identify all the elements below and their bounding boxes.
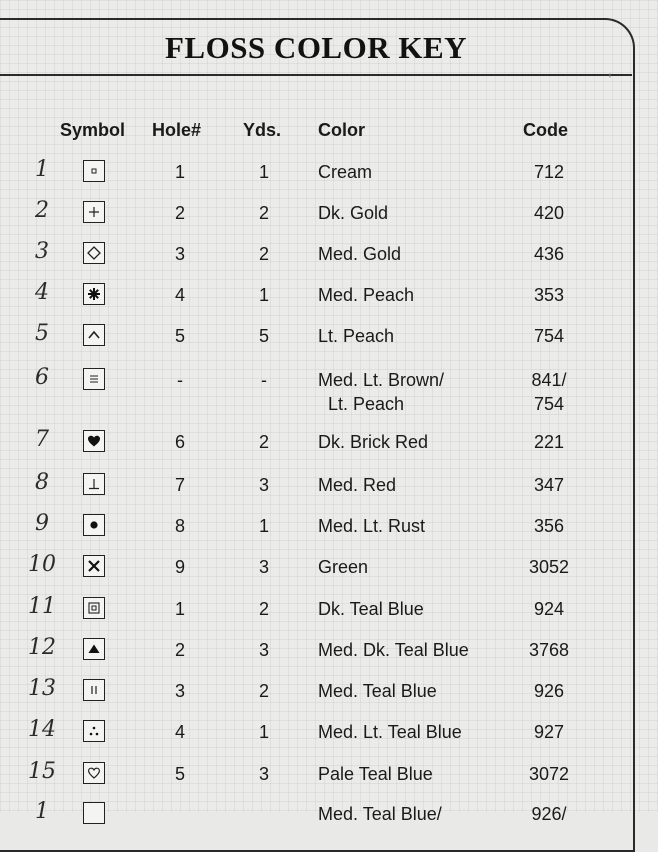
square-in-square-icon [83,597,105,619]
hole-number: 2 [174,203,185,223]
yards: 3 [258,640,269,660]
hole-number: 2 [174,640,185,660]
hole-number: 4 [174,722,185,742]
color-name: Lt. Peach [318,326,395,346]
handwritten-row-number: 7 [35,427,49,452]
handwritten-row-number: 15 [28,759,56,784]
diamond-outline-icon [83,242,105,264]
color-name: Med. Lt. Rust [318,516,426,536]
hole-number: 1 [174,599,185,619]
table-row [0,676,632,715]
hole-number: 6 [174,432,185,452]
floss-code: 356 [533,516,565,536]
hole-number: 4 [174,285,185,305]
header-code: Code [523,120,568,140]
table-row [0,759,632,798]
table-row [0,365,632,414]
yards: 1 [258,516,269,536]
color-name: Med. Lt. Teal Blue [318,722,462,742]
floss-code: 347 [533,475,565,495]
color-name: Med. Teal Blue/ [318,804,442,824]
hole-number: 7 [174,475,185,495]
handwritten-row-number: 1 [35,799,49,824]
floss-code: 712 [533,162,565,182]
table-row [0,799,632,838]
triple-bar-icon [83,368,105,390]
floss-code-line2: 754 [533,394,565,414]
color-name: Dk. Teal Blue [318,599,424,619]
asterisk-icon [83,283,105,305]
table-row [0,280,632,319]
handwritten-row-number: 4 [35,280,49,305]
handwritten-row-number: 2 [35,198,49,223]
handwritten-row-number: 13 [28,676,56,701]
yards: 1 [258,162,269,182]
handwritten-row-number: 3 [35,239,49,264]
hole-number: - [177,370,183,390]
header-hole: Hole# [152,120,202,140]
hole-number: 9 [174,557,185,577]
header-yds: Yds. [243,120,282,140]
hole-number: 3 [174,244,185,264]
table-row [0,511,632,550]
double-bar-icon [83,679,105,701]
yards: 3 [258,557,269,577]
color-name-line2: Lt. Peach [328,394,405,414]
handwritten-row-number: 6 [35,365,49,390]
hole-number: 1 [174,162,185,182]
hole-number: 5 [174,326,185,346]
table-row [0,427,632,466]
yards: 5 [258,326,269,346]
header-color: Color [318,120,365,140]
floss-code: 754 [533,326,565,346]
up-tack-icon [83,473,105,495]
floss-code: 436 [533,244,565,264]
page-title: FLOSS COLOR KEY [164,30,468,65]
triangle-filled-icon [83,638,105,660]
handwritten-row-number: 8 [35,470,49,495]
color-name: Cream [318,162,373,182]
hole-number: 3 [174,681,185,701]
floss-code: 420 [533,203,565,223]
table-row [0,198,632,237]
heart-outline-icon [83,762,105,784]
yards: 2 [258,432,269,452]
hole-number: 5 [174,764,185,784]
title-divider [0,74,632,76]
floss-code: 926/ [531,804,567,824]
table-row [0,717,632,756]
yards: - [261,370,267,390]
handwritten-row-number: 11 [28,594,56,619]
table-row [0,635,632,674]
floss-code: 841/ 754 [518,368,580,416]
yards: 2 [258,203,269,223]
color-name: Med. Peach [318,285,415,305]
color-name: Med. Red [318,475,397,495]
yards: 3 [258,475,269,495]
table-row [0,552,632,591]
color-name: Green [318,557,369,577]
x-mark-icon [83,555,105,577]
table-row [0,470,632,509]
color-name: Med. Lt. Brown/ Lt. Peach [318,368,518,416]
margin-mark: ' [608,72,612,88]
floss-code: 3052 [528,557,570,577]
filled-dot-icon [83,514,105,536]
floss-code: 924 [533,599,565,619]
color-name: Med. Teal Blue [318,681,437,701]
yards: 2 [258,599,269,619]
color-name: Dk. Brick Red [318,432,429,452]
yards: 2 [258,244,269,264]
color-name: Med. Dk. Teal Blue [318,640,469,660]
floss-code: 927 [533,722,565,742]
hole-number: 8 [174,516,185,536]
handwritten-row-number: 5 [35,321,49,346]
color-name: Pale Teal Blue [318,764,433,784]
handwritten-row-number: 12 [28,635,56,660]
table-row [0,594,632,633]
heart-filled-icon [83,430,105,452]
floss-code: 3768 [528,640,570,660]
handwritten-row-number: 1 [35,157,49,182]
header-symbol: Symbol [60,120,126,140]
small-square-icon [83,160,105,182]
handwritten-row-number: 14 [28,717,56,742]
plus-icon [83,201,105,223]
yards: 3 [258,764,269,784]
yards: 1 [258,722,269,742]
yards: 2 [258,681,269,701]
floss-code: 926 [533,681,565,701]
table-row [0,321,632,360]
yards: 1 [258,285,269,305]
table-row [0,157,632,196]
blank-square-icon [83,802,105,824]
caret-up-icon [83,324,105,346]
floss-code: 3072 [528,764,570,784]
table-row [0,239,632,278]
color-name: Med. Gold [318,244,402,264]
handwritten-row-number: 10 [28,552,56,577]
floss-code: 353 [533,285,565,305]
color-name: Dk. Gold [318,203,389,223]
floss-code: 221 [533,432,565,452]
handwritten-row-number: 9 [35,511,49,536]
three-dots-icon [83,720,105,742]
